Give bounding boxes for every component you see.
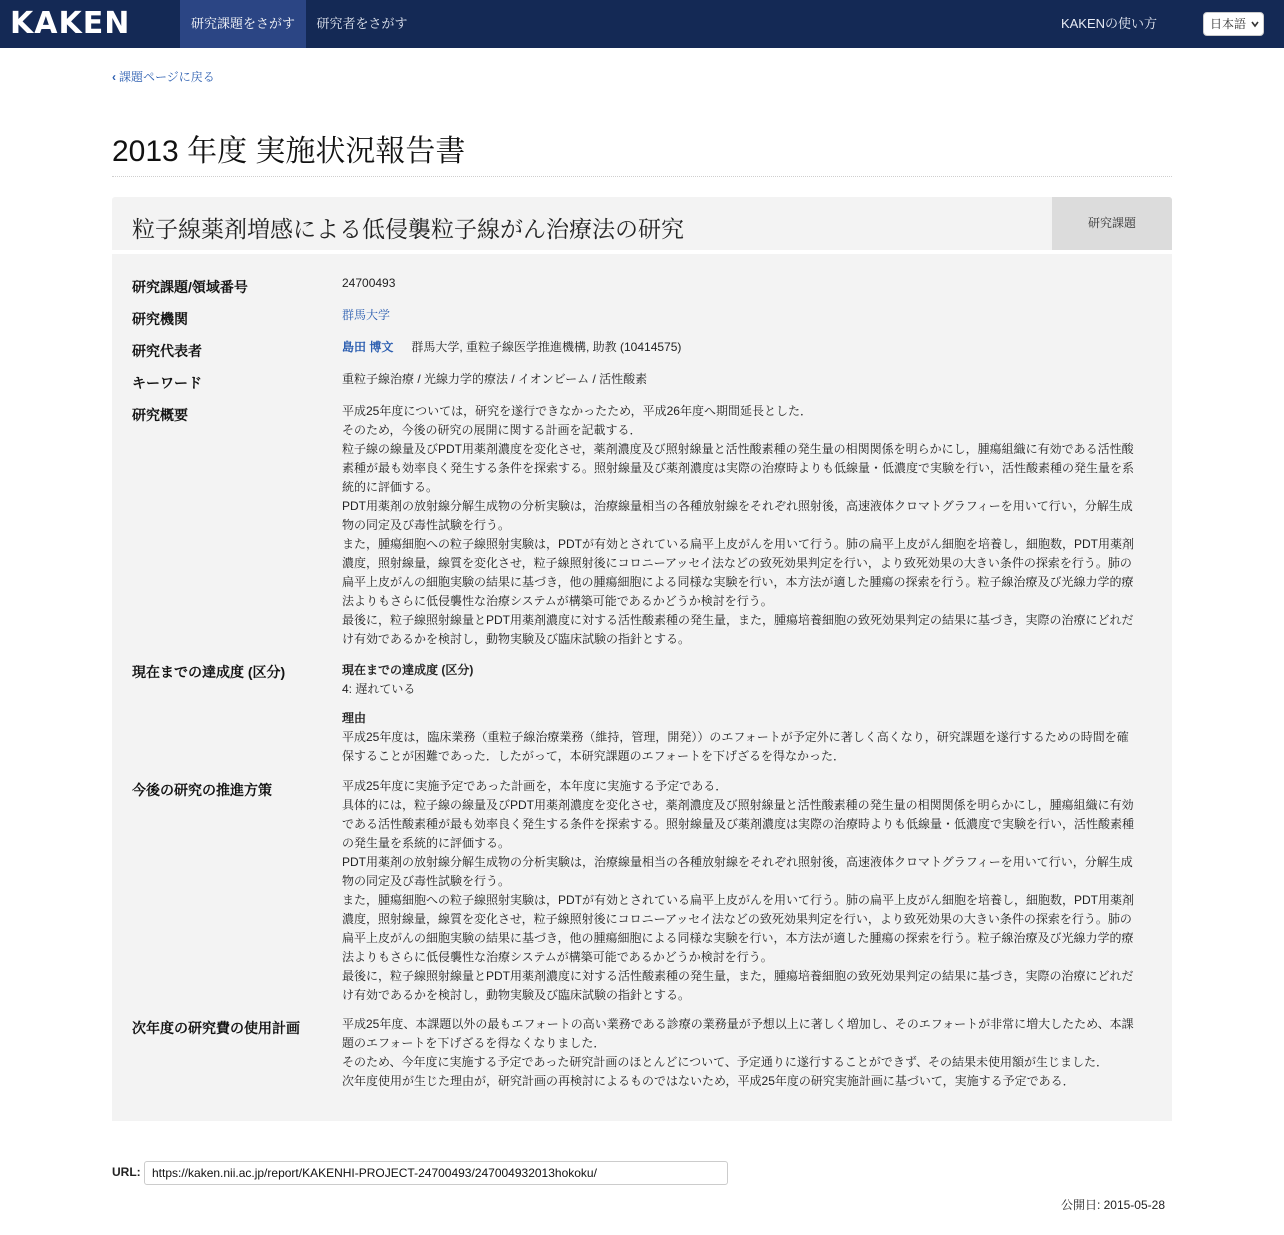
back-link-label: 課題ページに戻る [119,70,215,84]
progress-value: 4: 遅れている [342,682,416,696]
future-line: PDT用薬剤の放射線分解生成物の分析実験は，治療線量相当の各種放射線をそれぞれ照射後，高速液体クロマトグラフィーを用いて行い，分解生成物の同定及び毒性試験を行う。 [342,855,1133,888]
url-field[interactable] [144,1161,728,1185]
summary-line: 粒子線の線量及びPDT用薬剤濃度を変化させ，薬剤濃度及び照射線量と活性酸素種の発生量の相関関係を明らかにし，腫瘍組織に有効である活性酸素種が最も効率良く発生する条件を探索する。照射線量及び薬剤濃度は実際の治療時よりも低線量・低濃度で実験を行い，活性酸素種の発生量を系統的に評価する。 [342,442,1135,494]
progress-subheading: 現在までの達成度 (区分) [342,663,474,677]
summary-line: PDT用薬剤の放射線分解生成物の分析実験は，治療線量相当の各種放射線をそれぞれ照射後，高速液体クロマトグラフィーを用いて行い，分解生成物の同定及び毒性試験を行う。 [342,499,1133,532]
future-plan-text [342,777,1138,1005]
reason-subheading: 理由 [342,711,367,725]
progress-label: 現在までの達成度 (区分) [132,664,286,680]
institution-label: 研究機関 [132,311,188,327]
progress-block [342,661,1138,766]
future-line: 平成25年度に実施予定であった計画を，本年度に実施する予定である． [342,779,728,793]
back-to-project-link[interactable] [112,68,215,85]
page-title: 2013 年度 実施状況報告書 [112,135,466,168]
nav-search-researchers[interactable]: 研究者をさがす [316,16,408,31]
budget-line: 平成25年度、本課題以外の最もエフォートの高い業務である診療の業務量が予想以上に著しく増加し、そのエフォートが非常に増大したため、本課題のエフォートを下げざるを得なくなりました． [342,1017,1134,1050]
reason-text: 平成25年度は，臨床業務（重粒子線治療業務（維持，管理，開発））のエフォートが予定外に著しく高くなり，研究課題を遂行するための時間を確保することが困難であった．したがって，本研究課題のエフォートを下げざるを得なかった． [342,730,1129,763]
budget-plan-label: 次年度の研究費の使用計画 [132,1020,300,1036]
budget-line: そのため、今年度に実施する予定であった研究計画のほとんどについて、予定通りに遂行することができず、その結果未使用額が生じました． [342,1055,1108,1069]
language-select[interactable] [1203,12,1264,36]
project-type-badge: 研究課題 [1052,197,1172,250]
nav-help[interactable]: KAKENの使い方 [1060,16,1158,31]
project-title: 粒子線薬剤増感による低侵襲粒子線がん治療法の研究 [132,216,684,242]
top-navbar [0,0,1284,48]
keywords-value: 重粒子線治療 / 光線力学的療法 / イオンビーム / 活性酸素 [342,372,648,386]
institution-link[interactable]: 群馬大学 [342,308,391,322]
institution-value-wrap [342,306,1138,325]
summary-line: 最後に，粒子線照射線量とPDT用薬剤濃度に対する活性酸素種の発生量，また，腫瘍培養細胞の致死効果判定の結果に基づき，実際の治療にどれだけ有効であるかを検討し，動物実験及び臨床試験の指針とする。 [342,613,1134,646]
budget-line: 次年度使用が生じた理由が，研究計画の再検討によるものではないため，平成25年度の研究実施計画に基づいて，実施する予定である． [342,1074,1075,1088]
summary-line: また，腫瘍細胞への粒子線照射実験は，PDTが有効とされている扁平上皮がんを用いて行う。肺の扁平上皮がん細胞を培養し，細胞数，PDT用薬剤濃度，照射線量，線質を変化させ，粒子線照射後にコロニーアッセイ法などの致死効果判定を行い，より致死効果の大きい条件の探索を行う。肺の扁平上皮がんの細胞実験の結果に基づき，他の腫瘍細胞による同様な実験を行い，本方法が適した腫瘍の探索を行う。粒子線治療及び光線力学的療法よりもさらに低侵襲性な治療システムが構築可能であるかどうか検討を行う。 [342,537,1135,608]
pi-affiliation: 群馬大学, 重粒子線医学推進機構, 助教 (10414575) [411,340,682,354]
pi-value [342,338,1138,357]
kaken-logo[interactable]: KAKEN [10,6,131,41]
chevron-down-icon [1251,20,1259,28]
pi-label: 研究代表者 [132,343,202,359]
title-divider [112,176,1172,177]
url-label: URL: [112,1165,141,1179]
future-line: また，腫瘍細胞への粒子線照射実験は，PDTが有効とされている扁平上皮がんを用いて行う。肺の扁平上皮がん細胞を培養し，細胞数，PDT用薬剤濃度，照射線量，線質を変化させ，粒子線照射後にコロニーアッセイ法などの致死効果判定を行い，より致死効果の大きい条件の探索を行う。肺の扁平上皮がんの細胞実験の結果に基づき，他の腫瘍細胞による同様な実験を行い，本方法が適した腫瘍の探索を行う。粒子線治療及び光線力学的療法よりもさらに低侵襲性な治療システムが構築可能であるかどうか検討を行う。 [342,893,1135,964]
summary-line: そのため，今後の研究の展開に関する計画を記載する． [342,423,642,437]
language-select-value: 日本語 [1210,17,1247,31]
chevron-left-icon: ‹ [112,70,116,84]
summary-label: 研究概要 [132,407,188,423]
project-number-label: 研究課題/領域番号 [132,279,248,295]
pi-name-link[interactable]: 島田 博文 [342,340,394,354]
published-date: 公開日: 2015-05-28 [1060,1198,1165,1212]
project-header [112,197,1172,250]
project-number-value: 24700493 [342,276,396,290]
keywords-label: キーワード [132,375,202,391]
nav-search-projects[interactable]: 研究課題をさがす [180,0,306,48]
future-line: 最後に，粒子線照射線量とPDT用薬剤濃度に対する活性酸素種の発生量，また，腫瘍培養細胞の致死効果判定の結果に基づき，実際の治療にどれだけ有効であるかを検討し，動物実験及び臨床試験の指針とする。 [342,969,1134,1002]
future-plan-label: 今後の研究の推進方策 [132,782,272,798]
summary-line: 平成25年度については，研究を遂行できなかったため，平成26年度へ期間延長とした． [342,404,812,418]
summary-text [342,402,1138,649]
budget-plan-text [342,1015,1138,1091]
future-line: 具体的には，粒子線の線量及びPDT用薬剤濃度を変化させ，薬剤濃度及び照射線量と活性酸素種の発生量の相関関係を明らかにし，腫瘍組織に有効である活性酸素種が最も効率良く発生する条件を探索する。照射線量及び薬剤濃度は実際の治療時よりも低線量・低濃度で実験を行い，活性酸素種の発生量を系統的に評価する。 [342,798,1135,850]
